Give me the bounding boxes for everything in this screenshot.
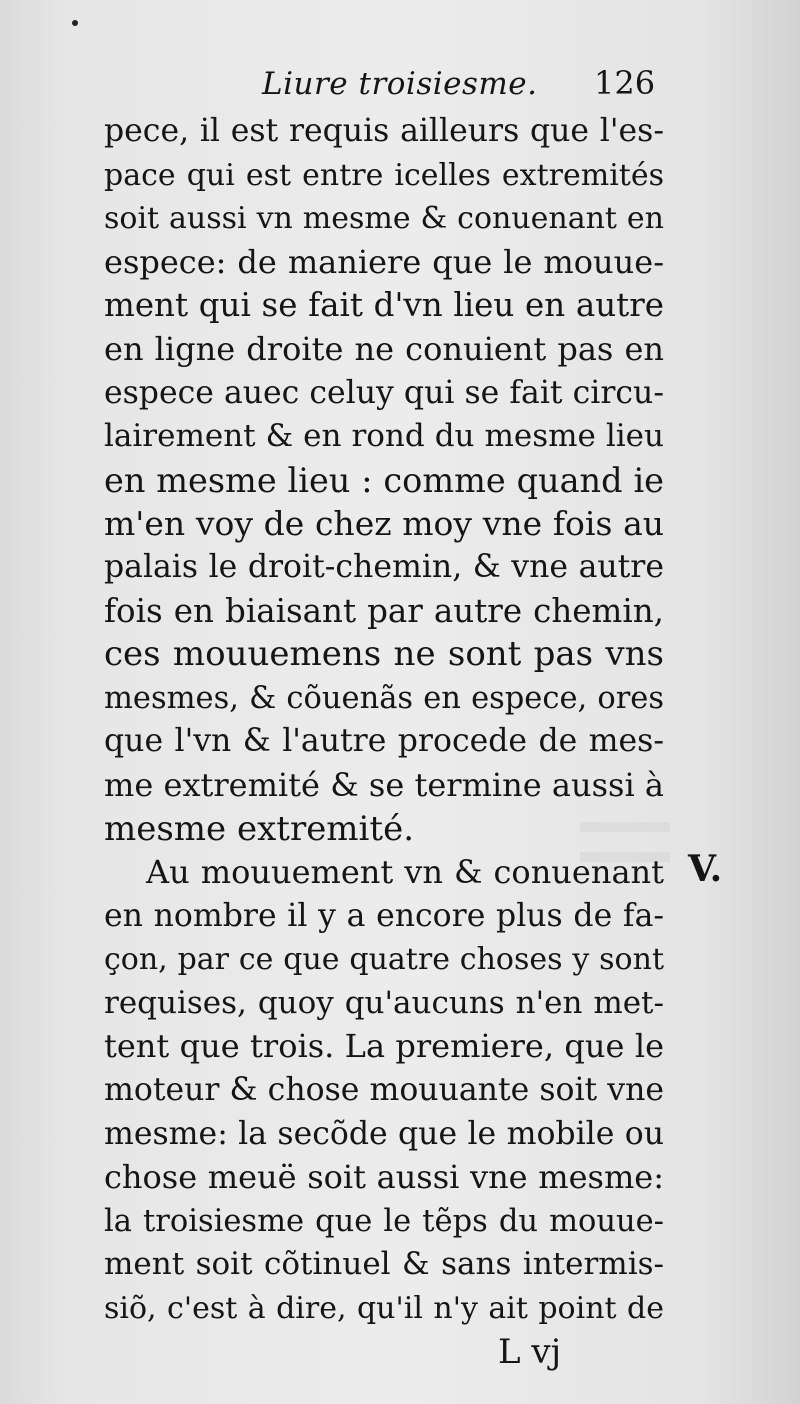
ink-speck xyxy=(72,20,78,26)
text-line: me extremité & se termine aussi à xyxy=(104,765,664,804)
text-line: siõ, c'est à dire, qu'il n'y ait point de xyxy=(104,1291,664,1327)
text-line: ment qui se fait d'vn lieu en autre xyxy=(104,286,664,325)
text-line: m'en voy de chez moy vne fois au xyxy=(104,504,664,544)
signature-mark: L vj xyxy=(498,1332,562,1372)
text-line: que l'vn & l'autre procede de mes- xyxy=(104,723,664,760)
text-line: chose meuë soit aussi vne mesme: xyxy=(104,1158,664,1197)
text-line: espece auec celuy qui se fait circu- xyxy=(104,374,664,411)
text-line: en mesme lieu : comme quand ie xyxy=(104,460,664,500)
text-line: tent que trois. La premiere, que le xyxy=(104,1027,664,1066)
text-line: pece, il est requis ailleurs que l'es- xyxy=(104,113,664,149)
text-line: ces mouuemens ne sont pas vns xyxy=(104,634,664,675)
page-number: 126 xyxy=(594,64,656,102)
text-line: moteur & chose mouuante soit vne xyxy=(104,1072,664,1109)
text-line: mesme extremité. xyxy=(104,808,415,849)
paragraph-start-line: Au mouuement vn & conuenant xyxy=(146,853,664,892)
text-line: palais le droit-chemin, & vne autre xyxy=(104,548,664,585)
text-line: en nombre il y a encore plus de fa- xyxy=(104,897,664,934)
text-line: soit aussi vn mesme & conuenant en xyxy=(104,201,664,237)
text-line: ment soit cõtinuel & sans intermis- xyxy=(104,1246,664,1283)
text-line: lairement & en rond du mesme lieu xyxy=(104,418,664,455)
text-line: la troisiesme que le tẽps du mouue- xyxy=(104,1203,664,1239)
text-line: mesmes, & cõuenãs en espece, ores xyxy=(104,680,664,716)
text-line: fois en biaisant par autre chemin, xyxy=(104,591,664,630)
running-head: Liure troisiesme. xyxy=(262,66,538,102)
body-text xyxy=(104,110,664,1331)
text-line: espece: de maniere que le mouue- xyxy=(104,242,664,281)
text-line: requises, quoy qu'aucuns n'en met- xyxy=(104,984,664,1021)
margin-section-marker: V. xyxy=(688,848,723,890)
text-line: pace qui est entre icelles extremités xyxy=(104,157,664,193)
text-line: en ligne droite ne conuient pas en xyxy=(104,329,664,368)
text-line: mesme: la secõde que le mobile ou xyxy=(104,1115,664,1152)
text-line: çon, par ce que quatre choses y sont xyxy=(104,942,664,978)
